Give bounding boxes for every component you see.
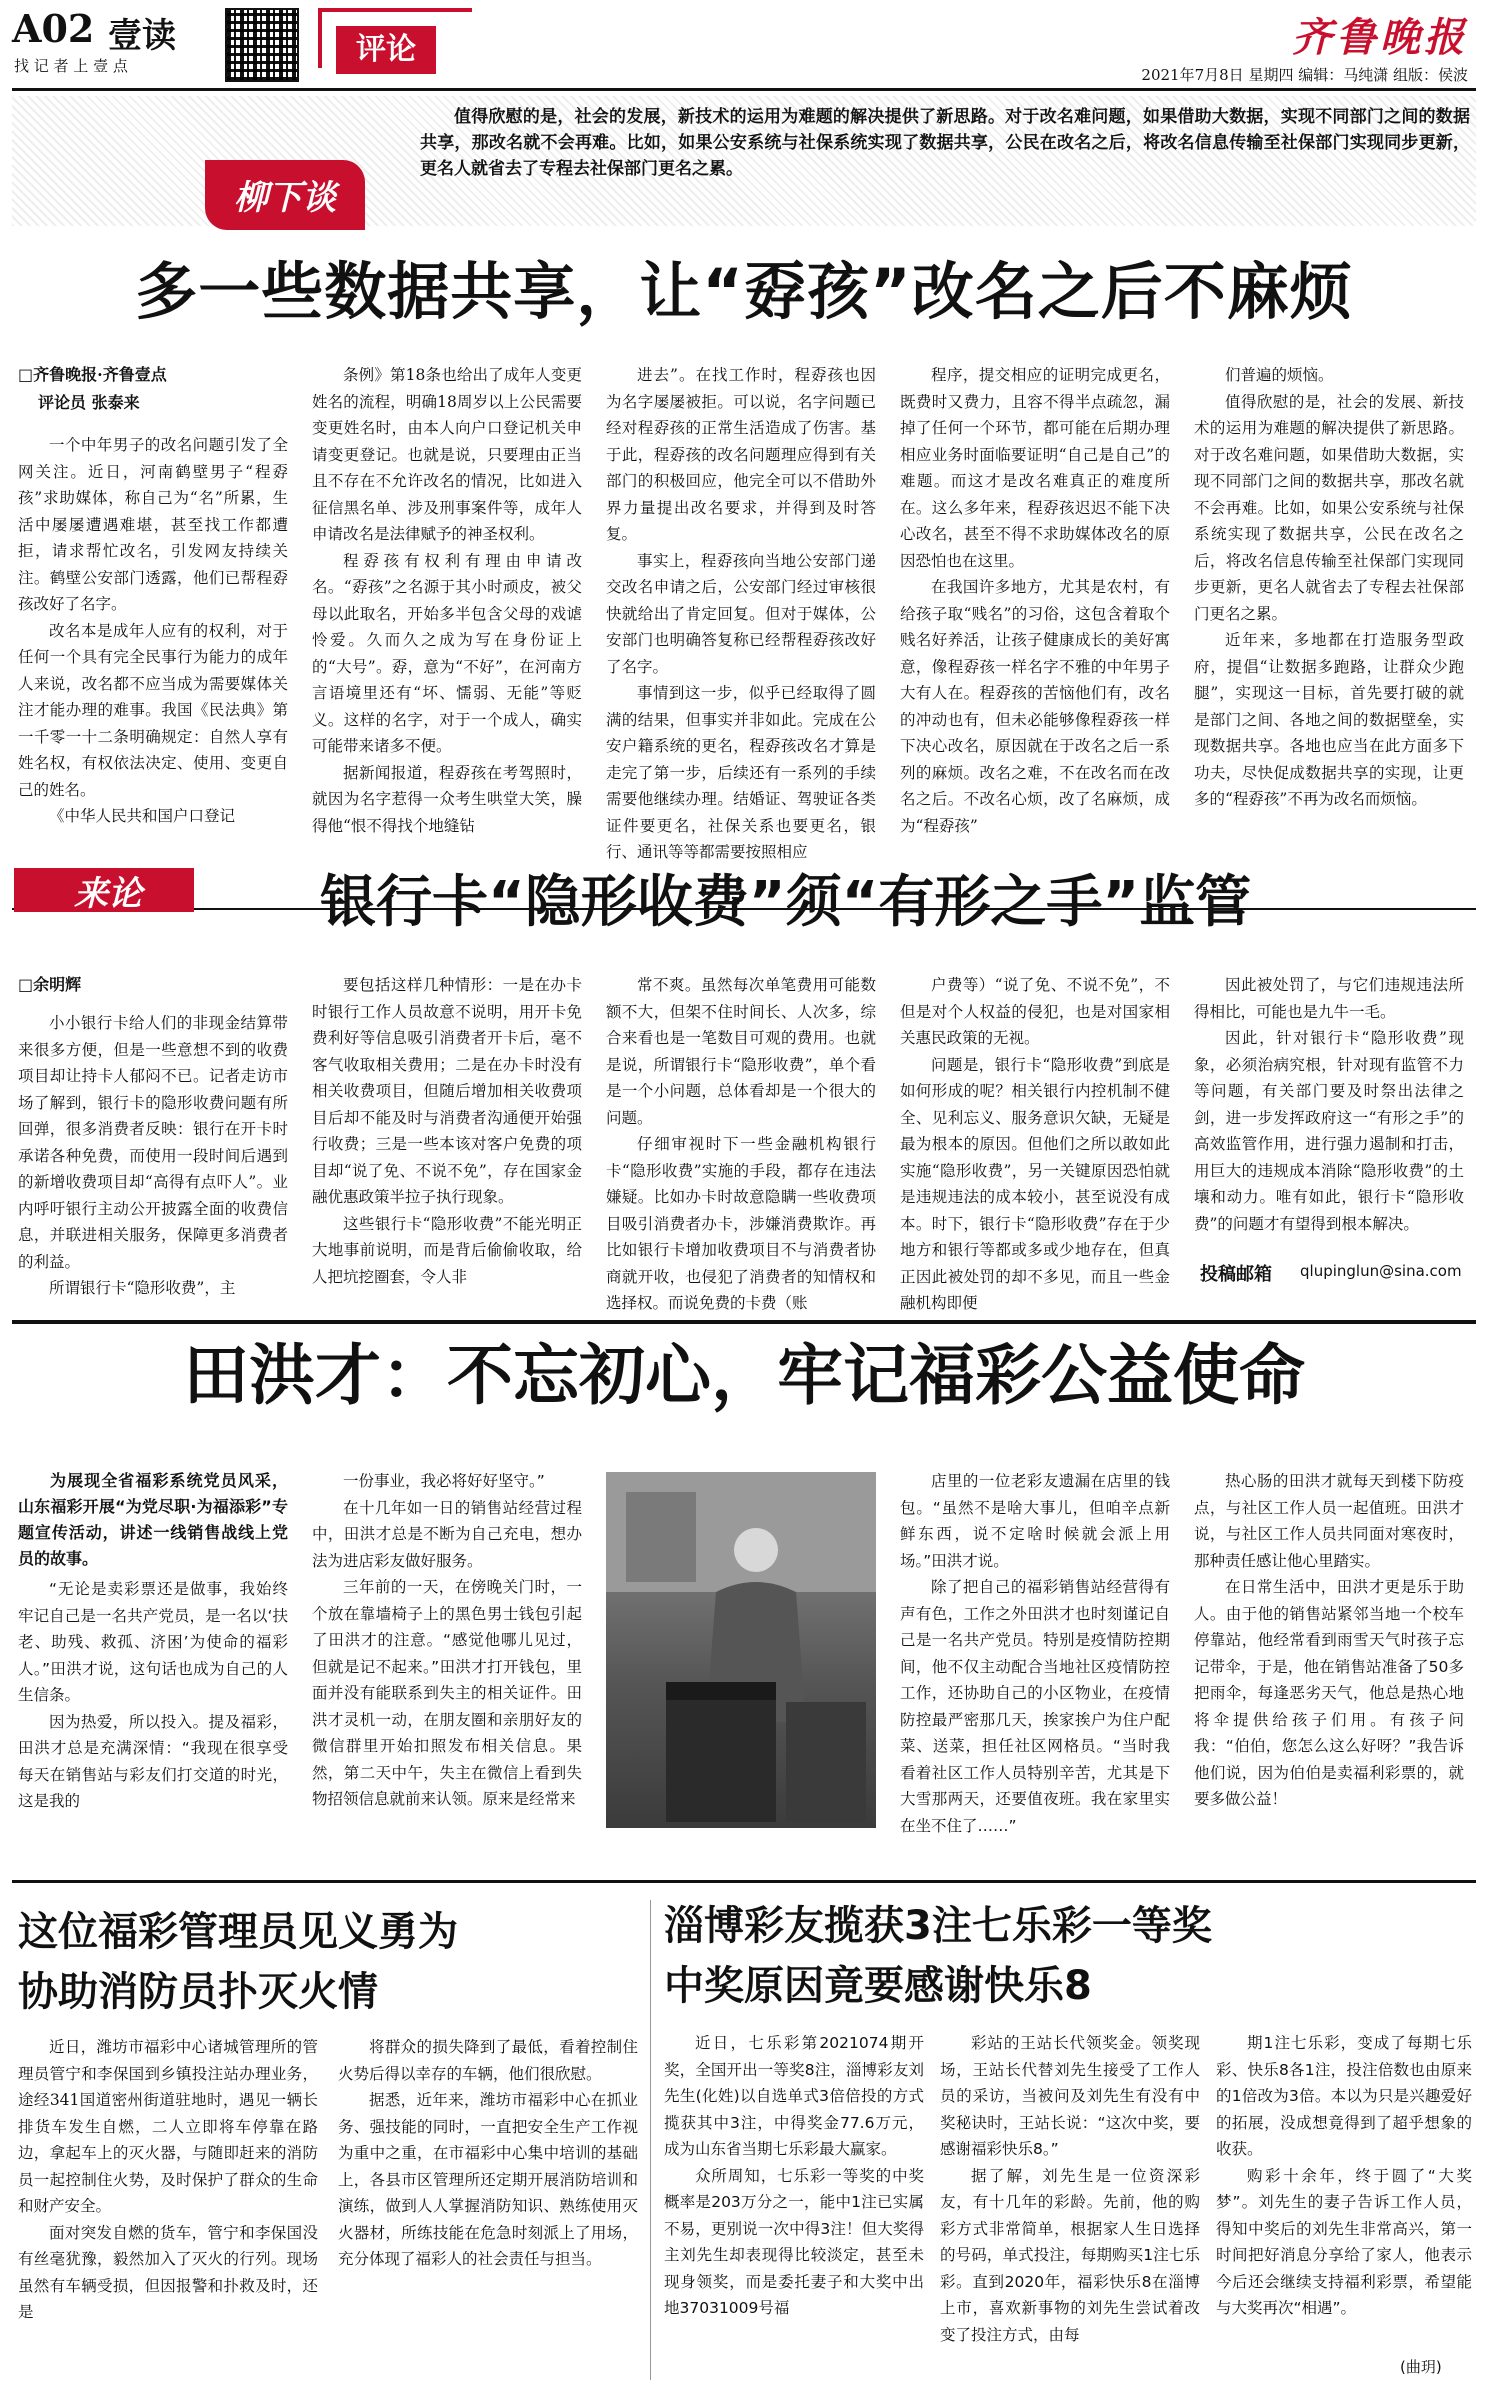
paragraph: 所谓银行卡“隐形收费”，主 — [49, 1279, 236, 1297]
paragraph: 彩站的王站长代领奖金。领奖现场，王站长代替刘先生接受了工作人员的采访，当被问及刘先生有没有中奖秘诀时，王站长说：“这次中奖，要感谢福彩快乐8。” — [940, 2034, 1200, 2158]
paragraph: 在十几年如一日的销售站经营过程中，田洪才总是不断为自己充电，想办法为进店彩友做好服务。 — [312, 1498, 582, 1570]
slogan: 找 记 者 上 壹 点 — [14, 57, 128, 75]
paragraph: 常不爽。虽然每次单笔费用可能数额不大，但架不住时间长、人次多，综合来看也是一笔数目可观的费用。也就是说，所谓银行卡“隐形收费”，单个看是一个小问题，总体看却是一个很大的问题。 — [606, 976, 876, 1127]
paragraph: 众所周知，七乐彩一等奖的中奖概率是203万分之一，能中1注已实属不易，更别说一次中得3注！但大奖得主刘先生却表现得比较淡定，甚至未现身领奖，而是委托妻子和大奖中出地37031009号福 — [664, 2166, 924, 2317]
paragraph: 因为热爱，所以投入。提及福彩，田洪才总是充满深情：“我现在很享受每天在销售站与彩友们打交道的时光，这是我的 — [18, 1712, 288, 1810]
paragraph: 户费等）“说了免、不说不免”，不但是对个人权益的侵犯，也是对国家相关惠民政策的无视。 — [900, 976, 1170, 1047]
article3-lead: 为展现全省福彩系统党员风采，山东福彩开展“为党尽职·为福添彩”专题宣传活动，讲述一线销售战线上党员的故事。 — [18, 1471, 288, 1568]
paragraph: 们普遍的烦恼。 — [1225, 366, 1334, 384]
liuxiatan-tag: 柳下谈 — [234, 178, 336, 218]
article1-byline2: 评论员 张泰来 — [38, 393, 140, 412]
brand-logo: 齐鲁晚报 — [1292, 14, 1468, 61]
submit-label: 投稿邮箱 — [1200, 1264, 1272, 1285]
article2-col1 — [18, 1010, 288, 1297]
section-name: 壹读 — [108, 16, 176, 56]
article5-col2 — [940, 2030, 1200, 2384]
paragraph: 程孬孩有权利有理由申请改名。“孬孩”之名源于其小时顽皮，被父母以此取名，开始多半包含父母的戏谑怜爱。久而久之成为写在身份证上的“大号”。孬，意为“不好”，在河南方言语境里还有“坏、懦弱、无能”等贬义。这样的名字，对于一个成人，确实可能带来诸多不便。 — [312, 551, 582, 755]
qr-code-icon[interactable] — [225, 8, 299, 82]
paragraph: 条例》第18条也给出了成年人变更姓名的流程，明确18周岁以上公民需要变更姓名时，由本人向户口登记机关申请变更登记。也就是说，只要理由正当且不存在不允许改名的情况，比如进入征信黑名单、涉及刑事案件等，成年人申请改名是法律赋予的神圣权利。 — [312, 366, 582, 543]
date-line: 2021年7月8日 星期四 编辑：马纯潇 组版：侯波 — [1141, 66, 1468, 84]
paragraph: 事实上，程孬孩向当地公安部门递交改名申请之后，公安部门经过审核很快就给出了肯定回复。但对于媒体，公安部门也明确答复称已经帮程孬孩改好了名字。 — [606, 551, 876, 676]
article1-col1 — [18, 432, 288, 850]
paragraph: 一个中年男子的改名问题引发了全网关注。近日，河南鹤壁男子“程孬孩”求助媒体，称自己为“名”所累，生活中屡屡遭遇难堪，甚至找工作都遭拒，请求帮忙改名，引发网友持续关注。鹤壁公安部门透露，他们已帮程孬孩改好了名字。 — [18, 436, 288, 613]
paragraph: 近年来，多地都在打造服务型政府，提倡“让数据多跑路，让群众少跑腿”，实现这一目标，首先要打破的就是部门之间、各地之间的数据壁垒，实现数据共享。各地也应当在此方面多下功夫，尽快促成数据共享的实现，让更多的“程孬孩”不再为改名而烦恼。 — [1194, 631, 1464, 808]
paragraph: 因此，针对银行卡“隐形收费”现象，必须治病究根，针对现有监管不力等问题，有关部门要及时祭出法律之剑，进一步发挥政府这一“有形之手”的高效监管作用，进行强力遏制和打击，用巨大的违规成本消除“隐形收费”的土壤和动力。唯有如此，银行卡“隐形收费”的问题才有望得到根本解决。 — [1194, 1029, 1464, 1233]
article3-col5 — [1194, 1468, 1464, 1826]
article3-photo — [606, 1472, 876, 1828]
article3-col1 — [18, 1576, 288, 1826]
article2-col3 — [606, 972, 876, 1312]
article1-col3 — [606, 362, 876, 861]
article2-col4 — [900, 972, 1170, 1312]
paragraph: 《中华人民共和国户口登记 — [49, 807, 236, 825]
paragraph: 这些银行卡“隐形收费”不能光明正大地事前说明，而是背后偷偷收取，给人把坑挖圈套，令人非 — [312, 1214, 582, 1286]
article2-byline: □余明辉 — [18, 975, 82, 994]
paragraph: 三年前的一天，在傍晚关门时，一个放在靠墙椅子上的黑色男士钱包引起了田洪才的注意。“感觉他哪儿见过，但就是记不起来。”田洪才打开钱包，里面并没有能联系到失主的相关证件。田洪才灵机一动，在朋友圈和亲朋好友的微信群里开始扣照发布相关信息。果然，第二天中午，失主在微信上看到失物招领信息就前来认领。原来是经常来 — [312, 1578, 582, 1808]
article1-byline1: □齐鲁晚报·齐鲁壹点 — [18, 365, 167, 384]
article3-title: 田洪才：不忘初心，牢记福彩公益使命 — [183, 1337, 1305, 1414]
article5-divider — [650, 1900, 651, 2380]
article4-col2 — [338, 2034, 638, 2384]
paragraph: 近日，潍坊市福彩中心诸城管理所的管理员管宁和李保国到乡镇投注站办理业务，途经341国道密州街道驻地时，遇见一辆长排货车发生自燃，二人立即将车停靠在路边，拿起车上的灭火器，与随即赶来的消防员一起控制住火势，及时保护了群众的生命和财产安全。 — [18, 2038, 318, 2215]
paragraph: 购彩十余年，终于圆了“大奖梦”。刘先生的妻子告诉工作人员，得知中奖后的刘先生非常高兴，第一时间把好消息分享给了家人，他表示今后还会继续支持福利彩票，希望能与大奖再次“相遇”。 — [1216, 2166, 1472, 2317]
article1-col2 — [312, 362, 582, 850]
article3-col4 — [900, 1468, 1170, 1835]
paragraph: 除了把自己的福彩销售站经营得有声有色，工作之外田洪才也时刻谨记自己是一名共产党员。特别是疫情防控期间，他不仅主动配合当地社区疫情防控工作，还协助自己的小区物业，在疫情防控最严密那几天，挨家挨户为住户配菜、送菜，担任社区网格员。“当时我看着社区工作人员特别辛苦，尤其是下大雪那两天，还要值夜班。我在家里实在坐不住了……” — [900, 1578, 1170, 1835]
paragraph: 据了解，刘先生是一位资深彩友，有十几年的彩龄。先前，他的购彩方式非常简单，根据家人生日选择的号码，单式投注，每期购买1注七乐彩。直到2020年，福彩快乐8在淄博上市，喜欢新事物的刘先生尝试着改变了投注方式，由每 — [940, 2166, 1200, 2344]
paragraph: 期1注七乐彩，变成了每期七乐彩、快乐8各1注，投注倍数也由原来的1倍改为3倍。本以为只是兴趣爱好的拓展，没成想竟得到了超乎想象的收获。 — [1216, 2034, 1472, 2158]
paragraph: 改名本是成年人应有的权利，对于任何一个具有完全民事行为能力的成年人来说，改名都不应当成为需要媒体关注才能办理的难事。我国《民法典》第一千零一十二条明确规定：自然人享有姓名权，有权依法决定、使用、变更自己的姓名。 — [18, 621, 288, 799]
paragraph: 据新闻报道，程孬孩在考驾照时，就因为名字惹得一众考生哄堂大笑，臊得他“恨不得找个地缝钻 — [312, 763, 582, 835]
paragraph: 将群众的损失降到了最低，看着控制住火势后得以幸存的车辆，他们很欣慰。 — [338, 2038, 638, 2083]
paragraph: 小小银行卡给人们的非现金结算带来很多方便，但是一些意想不到的收费项目却让持卡人郁闷不已。记者走访市场了解到，银行卡的隐形收费问题有所回弹，很多消费者反映：银行在开卡时承诺各种免费，而使用一段时间后遇到的新增收费项目却“高得有点吓人”。业内呼吁银行主动公开披露全面的收费信息，并联进相关服务，保障更多消费者的利益。 — [18, 1014, 288, 1271]
article1-col4 — [900, 362, 1170, 850]
article4-title-line1: 这位福彩管理员见义勇为 — [18, 1909, 458, 1955]
paragraph: 事情到这一步，似乎已经取得了圆满的结果，但事实并非如此。完成在公安户籍系统的更名，程孬孩改名才算是走完了第一步，后续还有一系列的手续需要他继续办理。结婚证、驾驶证各类证件要更名，社保关系也要更名，银行、通讯等等都需要按照相应 — [606, 684, 876, 861]
article2-title: 银行卡“隐形收费”须“有形之手”监管 — [320, 870, 1252, 935]
paragraph: 在日常生活中，田洪才更是乐于助人。由于他的销售站紧邻当地一个校车停靠站，他经常看到雨雪天气时孩子忘记带伞，于是，他在销售站准备了50多把雨伞，每逢恶劣天气，他总是热心地将伞提供给孩子们用。有孩子问我：“伯伯，您怎么这么好呀？”我告诉他们说，因为伯伯是卖福利彩票的，就要多做公益！ — [1194, 1578, 1464, 1808]
paragraph: 热心肠的田洪才就每天到楼下防疫点，与社区工作人员一起值班。田洪才说，与社区工作人员共同面对寒夜时，那种责任感让他心里踏实。 — [1194, 1472, 1464, 1570]
article1-col5 — [1194, 362, 1464, 850]
article4-title-line2: 协助消防员扑灭火情 — [18, 1969, 378, 2015]
submit-email[interactable]: qlupinglun@sina.com — [1300, 1262, 1462, 1280]
paragraph: 因此被处罚了，与它们违规违法所得相比，可能也是九牛一毛。 — [1194, 976, 1464, 1021]
paragraph: 面对突发自燃的货车，管宁和李保国没有丝毫犹豫，毅然加入了灭火的行列。现场虽然有车辆受损，但因报警和扑救及时，还是 — [18, 2223, 318, 2321]
article2-col5 — [1194, 972, 1464, 1242]
paragraph: 要包括这样几种情形：一是在办卡时银行工作人员故意不说明，用开卡免费利好等信息吸引消费者开卡后，毫不客气收取相关费用；二是在办卡时没有相关收费项目，但随后增加相关收费项目后却不能及时与消费者沟通便开始强行收费；三是一些本该对客户免费的项目却“说了免、不说不免”，存在国家金融优惠政策半拉子执行现象。 — [312, 976, 582, 1206]
article5-signature: (曲玥) — [1400, 2358, 1442, 2376]
page-number: A02 — [12, 6, 95, 51]
article2-col2 — [312, 972, 582, 1288]
paragraph: 在我国许多地方，尤其是农村，有给孩子取“贱名”的习俗，这包含着取个贱名好养活，让孩子健康成长的美好寓意，像程孬孩一样名字不雅的中年男子大有人在。程孬孩的苦恼他们有，改名的冲动也有，但未必能够像程孬孩一样下决心改名，原因就在于改名之后一系列的麻烦。改名之难，不在改名而在改名之后。不改名心烦，改了名麻烦，成为“程孬孩” — [900, 578, 1170, 835]
article4-rule — [12, 1880, 1476, 1883]
paragraph: 进去”。在找工作时，程孬孩也因为名字屡屡被拒。可以说，名字问题已经对程孬孩的正常生活造成了伤害。基于此，程孬孩的改名问题理应得到有关部门的积极回应，他完全可以不借助外界力量提出改名要求，并得到及时答复。 — [606, 366, 876, 543]
article3-rule — [12, 1320, 1476, 1324]
article4-col1 — [18, 2034, 318, 2384]
paragraph: “无论是卖彩票还是做事，我始终牢记自己是一名共产党员，是一名以‘扶老、助残、救孤、济困’为使命的福彩人。”田洪才说，这句话也成为自己的人生信条。 — [18, 1580, 288, 1704]
paragraph: 程序，提交相应的证明完成更名，既费时又费力，且容不得半点疏忽，漏掉了任何一个环节，都可能在后期办理相应业务时面临要证明“自己是自己”的难题。而这才是改名难真正的难度所在。这么多年来，程孬孩迟迟不能下决心改名，甚至不得不求助媒体改名的原因恐怕也在这里。 — [900, 366, 1170, 570]
paragraph: 一份事业，我必将好好坚守。” — [343, 1472, 545, 1490]
liuxiatan-summary: 值得欣慰的是，社会的发展，新技术的运用为难题的解决提供了新思路。对于改名难问题，如果借助大数据，实现不同部门之间的数据共享，那改名就不会再难。比如，如果公安系统与社保系统实现了数据共享，公民在改名之后，将改名信息传输至社保部门实现同步更新，更名人就省去了专程去社保部门更名之累。 — [420, 107, 1470, 179]
paragraph: 店里的一位老彩友遗漏在店里的钱包。“虽然不是啥大事儿，但咱辛点新鲜东西，说不定啥时候就会派上用场。”田洪才说。 — [900, 1472, 1170, 1570]
paragraph: 近日，七乐彩第2021074期开奖，全国开出一等奖8注，淄博彩友刘先生(化姓)以自选单式3倍倍投的方式揽获其中3注，中得奖金77.6万元，成为山东省当期七乐彩最大赢家。 — [664, 2034, 924, 2158]
article3-col2 — [312, 1468, 582, 1826]
paragraph: 值得欣慰的是，社会的发展、新技术的运用为难题的解决提供了新思路。对于改名难问题，如果借助大数据，实现不同部门之间的数据共享，那改名就不会再难。比如，如果公安系统与社保系统实现了数据共享，公民在改名之后，将改名信息传输至社保部门实现同步更新，更名人就省去了专程去社保部门更名之累。 — [1194, 392, 1464, 623]
paragraph: 据悉，近年来，潍坊市福彩中心在抓业务、强技能的同时，一直把安全生产工作视为重中之重，在市福彩中心集中培训的基础上，各县市区管理所还定期开展消防培训和演练，做到人人掌握消防知识、熟练使用灭火器材，所练技能在危急时刻派上了用场，充分体现了福彩人的社会责任与担当。 — [338, 2091, 638, 2268]
laitun-tag: 来论 — [74, 874, 142, 914]
paragraph: 问题是，银行卡“隐形收费”到底是如何形成的呢？相关银行内控机制不健全、见利忘义、服务意识欠缺，无疑是最为根本的原因。但他们之所以敢如此实施“隐形收费”，另一关键原因恐怕就是违规违法的成本较小，甚至说没有成本。时下，银行卡“隐形收费”存在于少地方和银行等都或多或少地存在，但真正因此被处罚的却不多见，而且一些金融机构即便 — [900, 1055, 1170, 1312]
masthead-rule — [12, 88, 1476, 91]
article5-col1 — [664, 2030, 924, 2384]
article5-title-line1: 淄博彩友揽获3注七乐彩一等奖 — [664, 1903, 1212, 1949]
paragraph: 仔细审视时下一些金融机构银行卡“隐形收费”实施的手段，都存在违法嫌疑。比如办卡时故意隐瞒一些收费项目吸引消费者办卡，涉嫌消费欺诈。再比如银行卡增加收费项目不与消费者协商就开收，也侵犯了消费者的知情权和选择权。而说免费的卡费（账 — [606, 1135, 876, 1312]
article5-title-line2: 中奖原因竟要感谢快乐8 — [664, 1963, 1092, 2009]
photo-figure — [606, 1472, 876, 1828]
article1-title: 多一些数据共享，让“孬孩”改名之后不麻烦 — [135, 255, 1353, 328]
column-tab-label: 评论 — [336, 26, 436, 74]
article5-col3 — [1216, 2030, 1472, 2352]
